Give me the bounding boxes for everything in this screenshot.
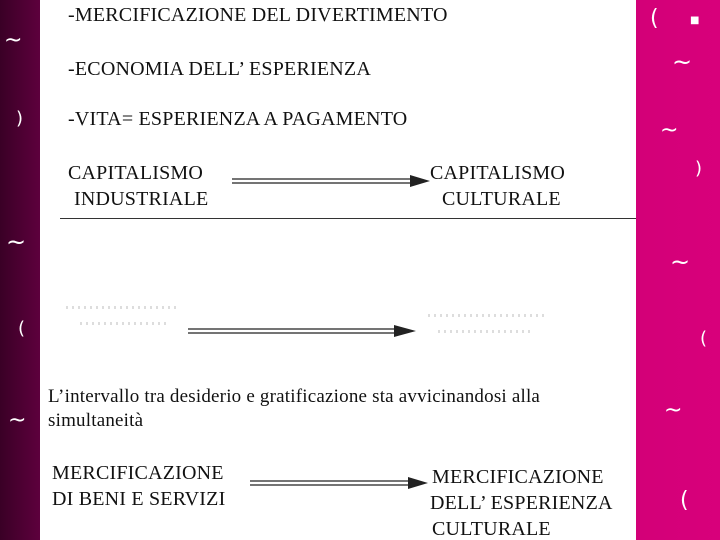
from-label-line-1: CAPITALISMO — [68, 162, 204, 184]
heading-line-3: -VITA= ESPERIENZA A PAGAMENTO — [68, 108, 408, 130]
to-label-line-1: CAPITALISMO — [430, 162, 566, 184]
faded-text — [80, 322, 170, 325]
swirl-icon: ~ — [672, 48, 693, 76]
to-label-line-3: CULTURALE — [432, 518, 551, 540]
swirl-icon: ~ — [660, 118, 679, 143]
to-label-line-1: MERCIFICAZIONE — [432, 466, 604, 488]
to-label-line-2: DELL’ ESPERIENZA — [430, 492, 613, 514]
faded-text — [66, 306, 176, 309]
swirl-icon: ~ — [6, 228, 27, 256]
faded-text — [428, 314, 548, 317]
from-label-line-2: DI BENI E SERVIZI — [52, 488, 226, 510]
to-label-line-2: CULTURALE — [442, 188, 561, 210]
from-label-line-1: MERCIFICAZIONE — [52, 462, 224, 484]
swirl-icon: ~ — [8, 408, 27, 433]
swirl-icon: ~ — [4, 28, 23, 53]
swirl-icon: ) — [695, 158, 703, 179]
swirl-icon: ~ — [664, 398, 683, 423]
from-label-line-2: INDUSTRIALE — [74, 188, 209, 210]
heading-line-2: -ECONOMIA DELL’ ESPERIENZA — [68, 58, 371, 80]
faded-text — [438, 330, 534, 333]
swirl-icon: ~ — [670, 248, 691, 276]
swirl-icon: ) — [16, 108, 24, 129]
statement-line-2: simultaneità — [48, 410, 144, 431]
scanned-document — [40, 0, 636, 540]
swirl-icon: ( — [680, 488, 689, 513]
swirl-icon: ( — [700, 328, 708, 349]
swirl-icon: ( — [650, 6, 659, 31]
swirl-icon: ( — [18, 318, 26, 339]
statement-line-1: L’intervallo tra desiderio e gratificazione sta avvicinandosi alla — [48, 386, 541, 407]
heading-line-1: -MERCIFICAZIONE DEL DIVERTIMENTO — [68, 4, 448, 26]
right-arrow-icon — [250, 476, 430, 490]
dot-icon: ■ — [690, 15, 700, 26]
right-arrow-icon — [232, 174, 432, 188]
divider-line — [60, 218, 636, 219]
right-arrow-icon — [188, 324, 418, 338]
